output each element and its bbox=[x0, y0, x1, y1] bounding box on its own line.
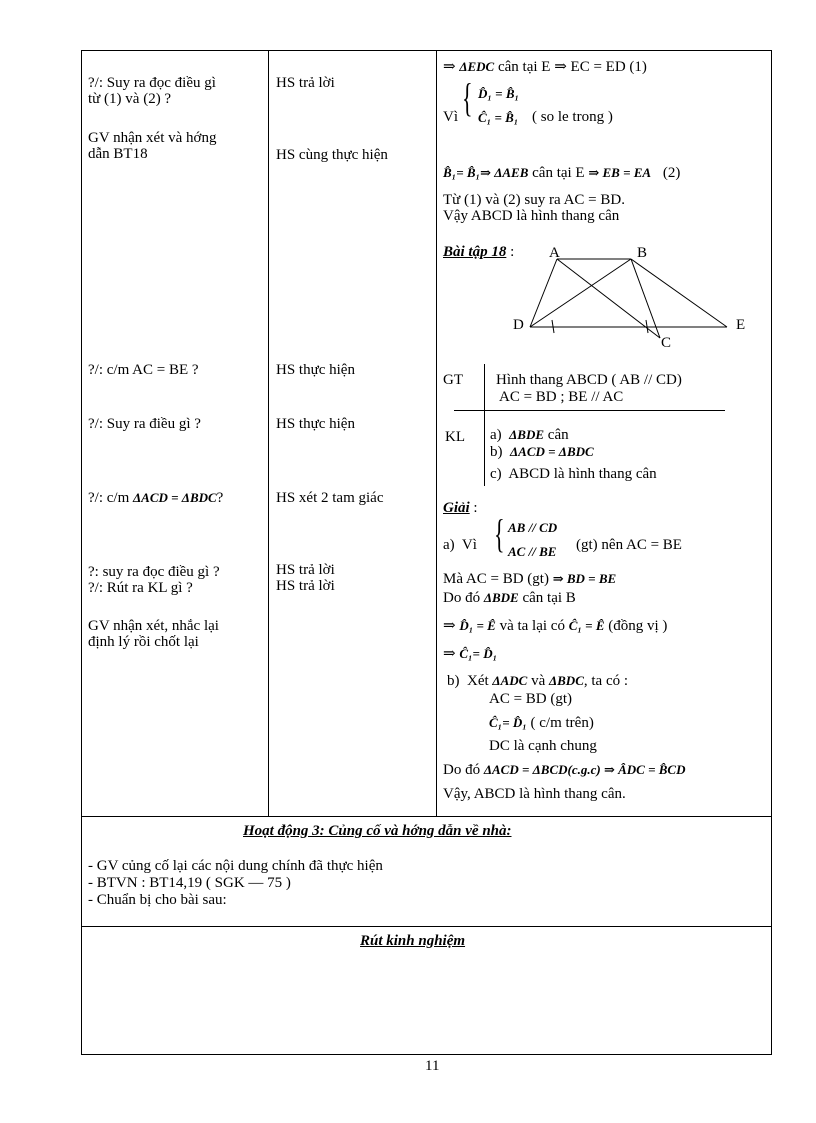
implies-2-arrow: ⇒ bbox=[443, 646, 456, 662]
line-dodo-2 bbox=[443, 762, 685, 778]
dodo-1-math: ΔBDE bbox=[483, 590, 519, 605]
kl-item-c-label: c) bbox=[490, 466, 502, 482]
content-line-edc bbox=[443, 59, 647, 75]
segment-ad bbox=[530, 259, 557, 327]
vi-label: Vì bbox=[443, 109, 458, 125]
part-b-line-2-text: ( c/m trên) bbox=[530, 715, 594, 731]
student-activity-7: HS trả lời bbox=[276, 578, 335, 594]
exercise-18-title: Bài tập 18 bbox=[443, 244, 507, 260]
teacher-question-5-line2: ?/: Rút ra KL gì ? bbox=[88, 580, 193, 596]
activity-3-item-1: - GV củng cố lại các nội dung chính đã thực hiện bbox=[88, 858, 383, 874]
part-a-equation-2: AC // BE bbox=[508, 544, 557, 559]
part-a-note: (gt) nên AC = BE bbox=[576, 537, 682, 553]
kl-item-a bbox=[490, 427, 569, 443]
line-ma bbox=[443, 571, 616, 587]
student-activity-2: HS cùng thực hiện bbox=[276, 147, 388, 163]
activity-3-title: Hoạt động 3: Củng cố và hớng dẫn về nhà: bbox=[243, 823, 512, 839]
part-b-line-1: AC = BD (gt) bbox=[489, 691, 573, 707]
text-isosceles-e: cân tại E bbox=[497, 59, 551, 75]
part-b-line-3: DC là cạnh chung bbox=[489, 738, 597, 754]
teacher-note-1-line2: dẫn BT18 bbox=[88, 146, 148, 162]
solution-colon: : bbox=[473, 500, 478, 516]
kl-item-c-text: ABCD là hình thang cân bbox=[508, 466, 657, 482]
teacher-question-4 bbox=[88, 490, 223, 506]
part-a-vi: Vì bbox=[461, 537, 477, 553]
line-dodo-1 bbox=[443, 590, 576, 606]
implies-symbol: ⇒ bbox=[443, 59, 456, 75]
kl-item-a-text: cân bbox=[547, 427, 569, 443]
content-line-ac-bd: Từ (1) và (2) suy ra AC = BD. bbox=[443, 192, 625, 208]
trapezoid-figure bbox=[500, 240, 765, 355]
gt-line-1: Hình thang ABCD ( AB // CD) bbox=[496, 372, 682, 388]
row-divider-rkn bbox=[81, 926, 772, 927]
gt-line-2: AC = BD ; BE // AC bbox=[499, 389, 624, 405]
implies-1-note: (đồng vị ) bbox=[608, 618, 668, 634]
part-b-taco: , ta có : bbox=[583, 673, 629, 689]
table-left-border bbox=[81, 50, 82, 1055]
teacher-question-5-line1: ?: suy ra đọc điều gì ? bbox=[88, 564, 220, 580]
student-activity-6: HS trả lời bbox=[276, 562, 335, 578]
part-a-equation-1: AB // CD bbox=[508, 520, 558, 535]
kl-item-b-label: b) bbox=[490, 444, 503, 460]
solution-heading bbox=[443, 500, 478, 516]
part-b-va: và bbox=[531, 673, 546, 689]
col-divider-2 bbox=[436, 50, 437, 817]
vi-equation-2: Ĉ₁ = B̂₁ bbox=[478, 110, 519, 125]
final-conclusion: Vậy, ABCD là hình thang cân. bbox=[443, 786, 626, 802]
point-label-a: A bbox=[549, 245, 560, 261]
text-ma: Mà AC = BD (gt) bbox=[443, 571, 549, 587]
point-label-c: C bbox=[661, 335, 672, 351]
page-number: 11 bbox=[425, 1058, 440, 1074]
gt-kl-horizontal-rule bbox=[454, 410, 725, 411]
solution-title: Giải bbox=[443, 500, 470, 516]
implies-2-math: Ĉ₁= D̂₁ bbox=[459, 646, 498, 661]
segment-be bbox=[631, 259, 727, 327]
content-line-aeb bbox=[443, 165, 680, 181]
student-activity-1: HS trả lời bbox=[276, 75, 335, 91]
teacher-question-1-line1: ?/: Suy ra đọc điều gì bbox=[88, 75, 216, 91]
table-top-border bbox=[81, 50, 772, 51]
student-activity-3: HS thực hiện bbox=[276, 362, 355, 378]
implies-1-text: và ta lại có bbox=[499, 618, 565, 634]
implies-1-math: D̂₁ = Ê bbox=[459, 618, 496, 633]
teacher-question-1-line2: từ (1) và (2) ? bbox=[88, 91, 172, 107]
kl-item-b-math: ΔACD = ΔBDC bbox=[510, 444, 594, 459]
kl-label: KL bbox=[445, 429, 465, 445]
vi-equation-1: D̂₁ = B̂₁ bbox=[478, 86, 520, 101]
math-aeb: B̂₁= B̂₁⇒ ΔAEB bbox=[443, 165, 529, 180]
teacher-question-2: ?/: c/m AC = BE ? bbox=[88, 362, 199, 378]
point-label-e: E bbox=[736, 317, 746, 333]
math-bd-be: ⇒ BD = BE bbox=[552, 571, 617, 586]
content-line-conclusion: Vậy ABCD là hình thang cân bbox=[443, 208, 620, 224]
math-eb-ea: ⇒ EB = EA bbox=[588, 165, 652, 180]
brace-system-2: { bbox=[494, 511, 505, 556]
part-b-math-2: ΔBDC bbox=[548, 673, 584, 688]
teacher-question-4-prefix: ?/: c/m bbox=[88, 490, 130, 506]
part-b-heading bbox=[447, 673, 628, 689]
kl-item-b bbox=[490, 444, 594, 460]
gt-label: GT bbox=[443, 372, 463, 388]
kl-item-c bbox=[490, 466, 657, 482]
vi-note: ( so le trong ) bbox=[532, 109, 613, 125]
dodo-2-prefix: Do đó bbox=[443, 762, 481, 778]
part-b-xet: Xét bbox=[467, 673, 489, 689]
line-implies-1 bbox=[443, 618, 667, 634]
text-ec-ed: EC = ED (1) bbox=[570, 59, 647, 75]
dodo-2-math: ΔACD = ΔBCD(c.g.c) ⇒ ÂDC = B̂CD bbox=[483, 762, 686, 777]
implies-1-arrow: ⇒ bbox=[443, 618, 456, 634]
table-bottom-border bbox=[81, 1054, 772, 1055]
kl-item-a-math: ΔBDE bbox=[509, 427, 545, 442]
equation-number-2: (2) bbox=[662, 165, 681, 181]
dodo-1-text: cân tại B bbox=[522, 590, 576, 606]
implies-symbol: ⇒ bbox=[554, 59, 567, 75]
student-activity-4: HS thực hiện bbox=[276, 416, 355, 432]
part-b-line-2 bbox=[489, 715, 594, 731]
point-label-d: D bbox=[513, 317, 524, 333]
gt-kl-vertical-rule bbox=[484, 364, 485, 486]
activity-3-item-3: - Chuẩn bị cho bài sau: bbox=[88, 892, 227, 908]
solution-a-label bbox=[443, 537, 477, 553]
line-implies-2 bbox=[443, 646, 497, 662]
teacher-question-3: ?/: Suy ra điều gì ? bbox=[88, 416, 201, 432]
dodo-1-prefix: Do đó bbox=[443, 590, 481, 606]
teacher-question-4-suffix: ? bbox=[216, 490, 224, 506]
part-b-line-2-math: Ĉ₁= D̂₁ bbox=[489, 715, 527, 730]
part-b-label: b) bbox=[447, 673, 460, 689]
teacher-note-2-line2: định lý rồi chốt lại bbox=[88, 634, 199, 650]
student-activity-5: HS xét 2 tam giác bbox=[276, 490, 384, 506]
row-divider-hd3 bbox=[81, 816, 772, 817]
teacher-question-4-math: ΔACD = ΔBDC bbox=[133, 490, 217, 505]
segment-bc bbox=[631, 259, 660, 338]
experience-title: Rút kinh nghiệm bbox=[360, 933, 466, 949]
activity-3-item-2: - BTVN : BT14,19 ( SGK — 75 ) bbox=[88, 875, 291, 891]
exercise-18-colon: : bbox=[510, 244, 515, 260]
col-divider-1 bbox=[268, 50, 269, 817]
part-b-math-1: ΔADC bbox=[492, 673, 528, 688]
brace-system-1: { bbox=[462, 75, 473, 120]
teacher-note-2-line1: GV nhận xét, nhắc lại bbox=[88, 618, 219, 634]
segment-bd bbox=[530, 259, 631, 327]
teacher-note-1-line1: GV nhận xét và hớng bbox=[88, 130, 217, 146]
implies-1-math2: Ĉ₁ = Ê bbox=[568, 618, 605, 633]
text-isosceles-e-2: cân tại E bbox=[532, 165, 585, 181]
point-label-b: B bbox=[637, 245, 648, 261]
math-edc: ΔEDC bbox=[459, 59, 495, 74]
table-right-border bbox=[771, 50, 772, 1055]
part-a-label: a) bbox=[443, 537, 455, 553]
kl-item-a-label: a) bbox=[490, 427, 502, 443]
